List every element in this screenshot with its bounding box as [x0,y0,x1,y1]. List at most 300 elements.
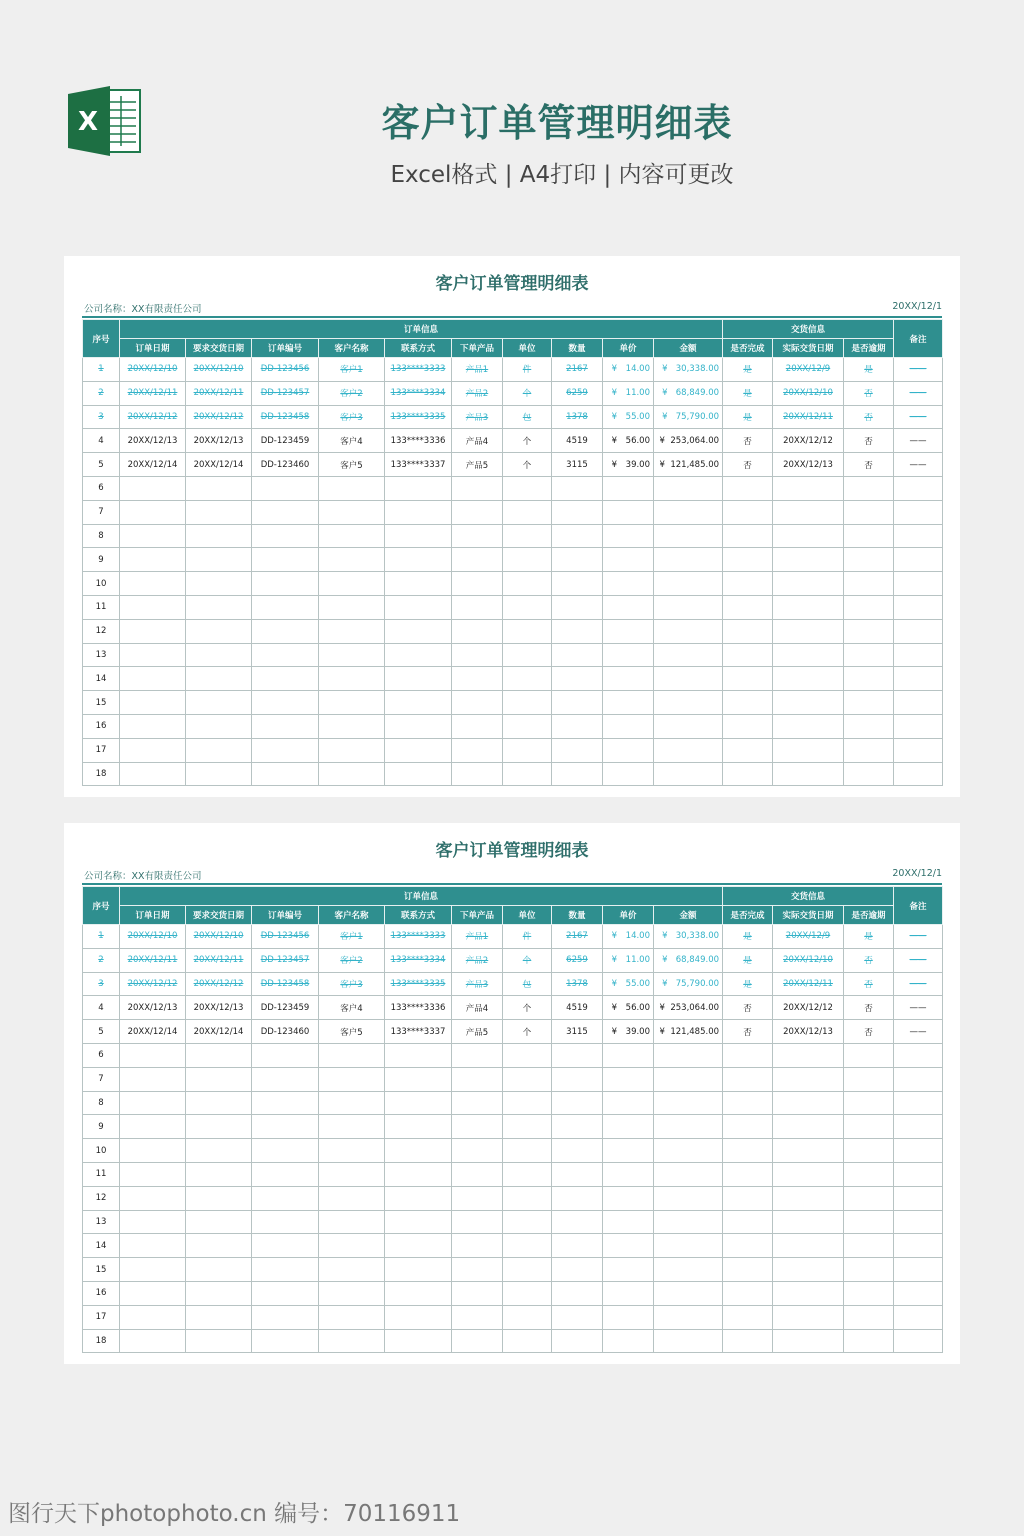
cell-order-date[interactable]: 20XX/12/12 [120,972,186,996]
cell-empty[interactable] [723,1162,773,1186]
cell-qty[interactable]: 3115 [552,453,603,477]
cell-empty[interactable] [723,1186,773,1210]
table-row-empty[interactable] [83,524,943,548]
cell-seq[interactable]: 4 [83,429,120,453]
cell-order-id[interactable]: DD-123460 [252,1020,319,1044]
cell-empty[interactable] [552,1139,603,1163]
cell-qty[interactable]: 2167 [552,358,603,382]
cell-remark[interactable]: —— [894,972,943,996]
cell-empty[interactable] [452,1281,503,1305]
cell-empty[interactable] [773,500,844,524]
cell-empty[interactable] [723,572,773,596]
cell-remark[interactable]: —— [894,381,943,405]
cell-empty[interactable] [552,714,603,738]
cell-remark[interactable]: —— [894,948,943,972]
cell-qty[interactable]: 6259 [552,948,603,972]
cell-req-date[interactable]: 20XX/12/10 [186,925,252,949]
cell-empty[interactable] [319,691,385,715]
cell-empty[interactable] [844,667,894,691]
cell-empty[interactable] [603,1281,654,1305]
cell-empty[interactable] [844,548,894,572]
cell-empty[interactable] [120,1139,186,1163]
cell-seq[interactable]: 1 [83,925,120,949]
cell-empty[interactable] [894,714,943,738]
cell-empty[interactable] [452,619,503,643]
cell-empty[interactable] [894,548,943,572]
cell-seq[interactable]: 2 [83,381,120,405]
cell-empty[interactable] [603,643,654,667]
cell-product[interactable]: 产品4 [452,996,503,1020]
cell-empty[interactable] [654,572,723,596]
table-row[interactable] [83,972,943,996]
cell-remark[interactable]: —— [894,925,943,949]
cell-empty[interactable] [120,524,186,548]
cell-empty[interactable] [385,1043,452,1067]
cell-seq[interactable]: 1 [83,358,120,382]
cell-empty[interactable] [603,714,654,738]
cell-empty[interactable] [654,1305,723,1329]
cell-phone[interactable]: 133****3335 [385,405,452,429]
cell-phone[interactable]: 133****3335 [385,972,452,996]
cell-empty[interactable] [773,595,844,619]
cell-req-date[interactable]: 20XX/12/11 [186,948,252,972]
cell-phone[interactable]: 133****3336 [385,429,452,453]
cell-order-date[interactable]: 20XX/12/10 [120,925,186,949]
cell-empty[interactable] [603,1067,654,1091]
cell-empty[interactable] [385,572,452,596]
cell-empty[interactable] [252,691,319,715]
cell-empty[interactable] [844,595,894,619]
table-row-empty[interactable] [83,1091,943,1115]
cell-empty[interactable] [385,548,452,572]
cell-done[interactable]: 是 [723,405,773,429]
cell-empty[interactable] [503,1067,552,1091]
cell-empty[interactable] [844,1329,894,1353]
cell-empty[interactable] [319,738,385,762]
cell-customer[interactable]: 客户3 [319,405,385,429]
cell-empty[interactable] [723,691,773,715]
cell-empty[interactable] [552,1281,603,1305]
cell-empty[interactable] [723,524,773,548]
cell-empty[interactable] [552,643,603,667]
cell-empty[interactable] [503,500,552,524]
cell-empty[interactable] [319,1210,385,1234]
cell-empty[interactable] [894,667,943,691]
cell-qty[interactable]: 1378 [552,972,603,996]
cell-empty[interactable] [385,667,452,691]
cell-empty[interactable] [894,1139,943,1163]
cell-empty[interactable] [120,572,186,596]
cell-empty[interactable] [503,524,552,548]
cell-empty[interactable] [452,1115,503,1139]
cell-empty[interactable] [603,1258,654,1282]
cell-price[interactable] [603,948,654,972]
cell-customer[interactable]: 客户4 [319,429,385,453]
cell-empty[interactable] [186,500,252,524]
cell-empty[interactable] [452,595,503,619]
table-row-empty[interactable] [83,476,943,500]
cell-empty[interactable] [186,667,252,691]
cell-empty[interactable] [894,738,943,762]
cell-customer[interactable]: 客户2 [319,381,385,405]
cell-empty[interactable] [186,1210,252,1234]
cell-done[interactable]: 否 [723,453,773,477]
cell-overdue[interactable]: 否 [844,996,894,1020]
cell-empty[interactable] [503,619,552,643]
cell-overdue[interactable]: 否 [844,429,894,453]
cell-empty[interactable] [252,595,319,619]
cell-phone[interactable]: 133****3334 [385,948,452,972]
cell-empty[interactable] [186,1258,252,1282]
cell-empty[interactable] [894,500,943,524]
cell-empty[interactable] [723,1210,773,1234]
table-row-empty[interactable] [83,595,943,619]
cell-customer[interactable]: 客户3 [319,972,385,996]
cell-req-date[interactable]: 20XX/12/10 [186,358,252,382]
cell-empty[interactable] [773,1234,844,1258]
cell-empty[interactable] [120,667,186,691]
cell-empty[interactable] [120,691,186,715]
cell-actual-date[interactable]: 20XX/12/12 [773,429,844,453]
cell-empty[interactable] [552,548,603,572]
cell-empty[interactable] [319,595,385,619]
cell-empty[interactable] [252,619,319,643]
cell-phone[interactable]: 133****3337 [385,1020,452,1044]
cell-amount[interactable] [654,358,723,382]
cell-empty[interactable] [603,1139,654,1163]
cell-empty[interactable] [319,619,385,643]
cell-empty[interactable] [844,643,894,667]
table-row-empty[interactable] [83,691,943,715]
cell-overdue[interactable]: 否 [844,405,894,429]
cell-empty[interactable] [654,762,723,786]
cell-empty[interactable] [452,1305,503,1329]
cell-empty[interactable] [252,1091,319,1115]
cell-seq[interactable]: 16 [83,714,120,738]
cell-empty[interactable] [844,714,894,738]
cell-empty[interactable] [252,524,319,548]
cell-empty[interactable] [773,524,844,548]
cell-order-id[interactable]: DD-123458 [252,405,319,429]
cell-empty[interactable] [844,1162,894,1186]
cell-empty[interactable] [773,762,844,786]
cell-empty[interactable] [503,714,552,738]
cell-seq[interactable]: 17 [83,1305,120,1329]
cell-empty[interactable] [186,619,252,643]
cell-empty[interactable] [844,1139,894,1163]
cell-empty[interactable] [319,714,385,738]
cell-empty[interactable] [654,691,723,715]
cell-empty[interactable] [385,476,452,500]
cell-amount[interactable] [654,948,723,972]
cell-empty[interactable] [654,1234,723,1258]
cell-empty[interactable] [452,667,503,691]
cell-empty[interactable] [894,595,943,619]
cell-empty[interactable] [603,572,654,596]
cell-empty[interactable] [603,1162,654,1186]
cell-empty[interactable] [894,643,943,667]
cell-actual-date[interactable]: 20XX/12/11 [773,405,844,429]
cell-empty[interactable] [319,1305,385,1329]
cell-empty[interactable] [773,1067,844,1091]
cell-empty[interactable] [503,667,552,691]
cell-empty[interactable] [723,1091,773,1115]
table-row-empty[interactable] [83,762,943,786]
cell-empty[interactable] [503,595,552,619]
cell-actual-date[interactable]: 20XX/12/13 [773,1020,844,1044]
cell-empty[interactable] [773,572,844,596]
cell-empty[interactable] [385,1234,452,1258]
cell-product[interactable]: 产品5 [452,1020,503,1044]
cell-empty[interactable] [654,1186,723,1210]
cell-unit[interactable]: 件 [503,358,552,382]
cell-empty[interactable] [603,1210,654,1234]
table-row-empty[interactable] [83,714,943,738]
cell-empty[interactable] [603,1329,654,1353]
cell-empty[interactable] [385,1186,452,1210]
table-row[interactable] [83,925,943,949]
cell-actual-date[interactable]: 20XX/12/10 [773,948,844,972]
cell-price[interactable] [603,925,654,949]
cell-order-date[interactable]: 20XX/12/11 [120,948,186,972]
cell-remark[interactable]: —— [894,1020,943,1044]
cell-price[interactable] [603,972,654,996]
table-row[interactable] [83,453,943,477]
cell-empty[interactable] [120,1067,186,1091]
cell-unit[interactable]: 个 [503,1020,552,1044]
cell-amount[interactable] [654,996,723,1020]
cell-empty[interactable] [186,524,252,548]
cell-done[interactable]: 是 [723,972,773,996]
cell-seq[interactable]: 9 [83,1115,120,1139]
cell-seq[interactable]: 15 [83,1258,120,1282]
cell-amount[interactable] [654,405,723,429]
cell-empty[interactable] [603,667,654,691]
cell-empty[interactable] [654,738,723,762]
cell-phone[interactable]: 133****3333 [385,358,452,382]
cell-seq[interactable]: 18 [83,762,120,786]
cell-empty[interactable] [252,643,319,667]
table-row-empty[interactable] [83,1329,943,1353]
cell-empty[interactable] [603,1091,654,1115]
cell-empty[interactable] [723,1281,773,1305]
table-row-empty[interactable] [83,1162,943,1186]
cell-amount[interactable] [654,972,723,996]
cell-empty[interactable] [452,524,503,548]
table-row-empty[interactable] [83,1234,943,1258]
cell-empty[interactable] [120,476,186,500]
cell-empty[interactable] [654,714,723,738]
cell-product[interactable]: 产品1 [452,925,503,949]
cell-empty[interactable] [723,500,773,524]
cell-seq[interactable]: 2 [83,948,120,972]
cell-empty[interactable] [503,1281,552,1305]
cell-empty[interactable] [385,691,452,715]
cell-empty[interactable] [452,476,503,500]
cell-seq[interactable]: 14 [83,1234,120,1258]
cell-empty[interactable] [552,1186,603,1210]
cell-empty[interactable] [186,643,252,667]
cell-empty[interactable] [503,1043,552,1067]
cell-empty[interactable] [186,1162,252,1186]
cell-empty[interactable] [773,1210,844,1234]
cell-empty[interactable] [603,1305,654,1329]
cell-empty[interactable] [252,1067,319,1091]
cell-product[interactable]: 产品3 [452,405,503,429]
cell-empty[interactable] [844,738,894,762]
cell-empty[interactable] [120,1210,186,1234]
cell-empty[interactable] [120,643,186,667]
table-row[interactable] [83,381,943,405]
cell-order-id[interactable]: DD-123457 [252,381,319,405]
cell-empty[interactable] [844,1305,894,1329]
cell-price[interactable] [603,453,654,477]
cell-order-date[interactable]: 20XX/12/13 [120,429,186,453]
cell-empty[interactable] [252,1258,319,1282]
cell-req-date[interactable]: 20XX/12/14 [186,1020,252,1044]
cell-empty[interactable] [452,1210,503,1234]
cell-empty[interactable] [385,1281,452,1305]
cell-amount[interactable] [654,1020,723,1044]
cell-req-date[interactable]: 20XX/12/12 [186,405,252,429]
cell-empty[interactable] [385,500,452,524]
table-row-empty[interactable] [83,1281,943,1305]
cell-empty[interactable] [844,1258,894,1282]
cell-phone[interactable]: 133****3337 [385,453,452,477]
cell-empty[interactable] [723,643,773,667]
cell-overdue[interactable]: 否 [844,1020,894,1044]
cell-empty[interactable] [723,1258,773,1282]
cell-overdue[interactable]: 是 [844,358,894,382]
cell-empty[interactable] [723,1043,773,1067]
cell-empty[interactable] [452,1067,503,1091]
cell-empty[interactable] [894,1281,943,1305]
cell-empty[interactable] [452,1186,503,1210]
cell-empty[interactable] [319,1139,385,1163]
cell-customer[interactable]: 客户5 [319,1020,385,1044]
cell-empty[interactable] [319,524,385,548]
cell-empty[interactable] [385,1139,452,1163]
cell-empty[interactable] [319,1115,385,1139]
cell-empty[interactable] [503,762,552,786]
cell-empty[interactable] [654,1281,723,1305]
cell-empty[interactable] [723,619,773,643]
cell-empty[interactable] [773,1091,844,1115]
cell-seq[interactable]: 6 [83,476,120,500]
cell-customer[interactable]: 客户1 [319,925,385,949]
cell-empty[interactable] [385,1091,452,1115]
cell-price[interactable] [603,381,654,405]
cell-empty[interactable] [603,738,654,762]
cell-empty[interactable] [894,1115,943,1139]
cell-empty[interactable] [319,1043,385,1067]
cell-empty[interactable] [894,1162,943,1186]
cell-seq[interactable]: 11 [83,595,120,619]
table-row-empty[interactable] [83,1186,943,1210]
cell-empty[interactable] [120,714,186,738]
cell-empty[interactable] [773,667,844,691]
cell-empty[interactable] [844,1186,894,1210]
cell-empty[interactable] [552,500,603,524]
cell-empty[interactable] [552,619,603,643]
cell-empty[interactable] [186,476,252,500]
cell-empty[interactable] [654,1329,723,1353]
cell-empty[interactable] [385,1329,452,1353]
cell-empty[interactable] [603,595,654,619]
cell-empty[interactable] [654,1043,723,1067]
cell-empty[interactable] [894,1043,943,1067]
cell-customer[interactable]: 客户4 [319,996,385,1020]
cell-done[interactable]: 否 [723,429,773,453]
cell-req-date[interactable]: 20XX/12/11 [186,381,252,405]
cell-empty[interactable] [319,1281,385,1305]
cell-empty[interactable] [723,714,773,738]
cell-overdue[interactable]: 否 [844,948,894,972]
cell-empty[interactable] [120,1115,186,1139]
cell-empty[interactable] [452,572,503,596]
cell-empty[interactable] [319,1258,385,1282]
cell-empty[interactable] [894,1258,943,1282]
cell-empty[interactable] [252,738,319,762]
cell-empty[interactable] [452,738,503,762]
cell-empty[interactable] [186,1305,252,1329]
cell-order-id[interactable]: DD-123457 [252,948,319,972]
cell-empty[interactable] [186,738,252,762]
cell-product[interactable]: 产品2 [452,381,503,405]
cell-empty[interactable] [552,667,603,691]
cell-empty[interactable] [844,524,894,548]
cell-unit[interactable]: 个 [503,948,552,972]
cell-empty[interactable] [723,548,773,572]
table-row-empty[interactable] [83,619,943,643]
cell-actual-date[interactable]: 20XX/12/10 [773,381,844,405]
cell-empty[interactable] [603,524,654,548]
cell-empty[interactable] [186,691,252,715]
cell-seq[interactable]: 13 [83,1210,120,1234]
cell-amount[interactable] [654,381,723,405]
cell-empty[interactable] [503,691,552,715]
cell-seq[interactable]: 3 [83,972,120,996]
cell-empty[interactable] [385,1115,452,1139]
cell-empty[interactable] [773,619,844,643]
cell-qty[interactable]: 3115 [552,1020,603,1044]
cell-product[interactable]: 产品1 [452,358,503,382]
cell-empty[interactable] [503,1258,552,1282]
cell-empty[interactable] [186,1281,252,1305]
cell-empty[interactable] [552,1067,603,1091]
cell-seq[interactable]: 8 [83,524,120,548]
cell-empty[interactable] [603,1043,654,1067]
cell-empty[interactable] [894,762,943,786]
cell-empty[interactable] [186,1186,252,1210]
table-row[interactable] [83,358,943,382]
cell-qty[interactable]: 4519 [552,996,603,1020]
cell-empty[interactable] [654,619,723,643]
cell-empty[interactable] [773,643,844,667]
cell-empty[interactable] [603,691,654,715]
cell-customer[interactable]: 客户1 [319,358,385,382]
cell-empty[interactable] [773,1162,844,1186]
cell-empty[interactable] [319,572,385,596]
cell-empty[interactable] [844,1067,894,1091]
cell-req-date[interactable]: 20XX/12/13 [186,429,252,453]
cell-empty[interactable] [120,500,186,524]
cell-empty[interactable] [452,1258,503,1282]
cell-empty[interactable] [552,524,603,548]
cell-empty[interactable] [503,1305,552,1329]
cell-unit[interactable]: 包 [503,405,552,429]
cell-req-date[interactable]: 20XX/12/12 [186,972,252,996]
